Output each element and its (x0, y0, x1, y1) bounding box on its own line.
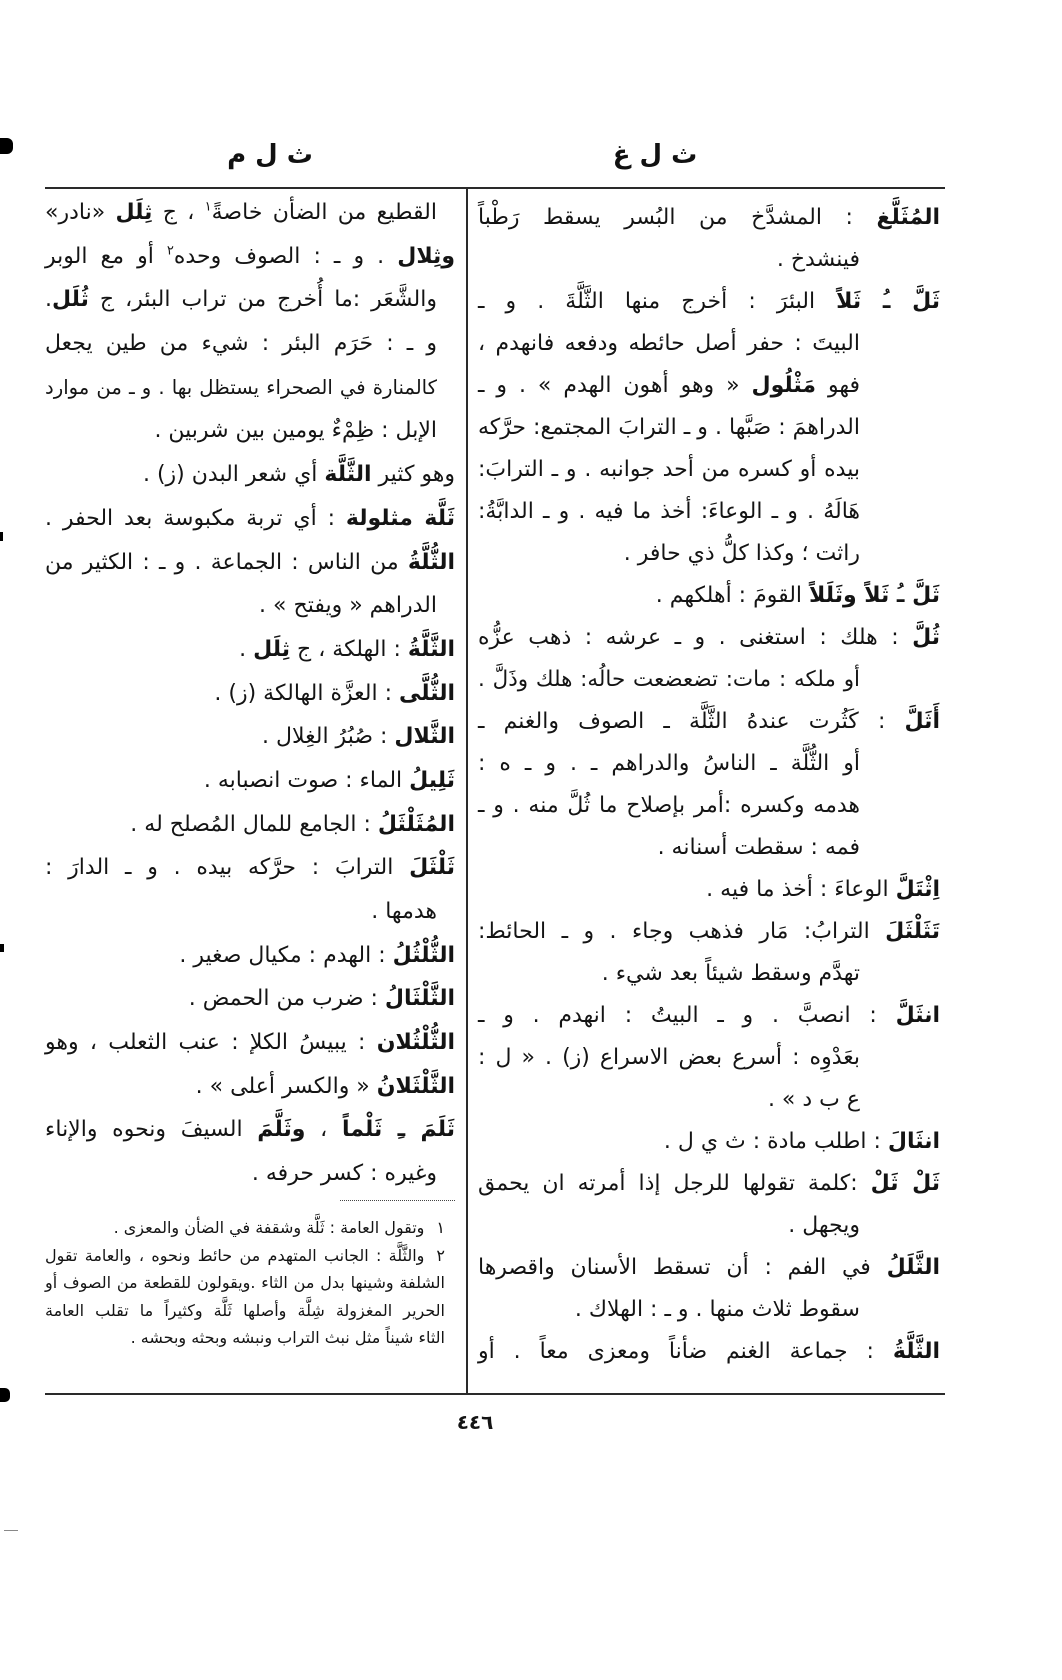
left-column-line (45, 322, 455, 366)
footnote-line (45, 1297, 445, 1325)
right-column-line (478, 323, 940, 365)
line-text (478, 617, 940, 659)
bottom-rule (45, 1393, 945, 1395)
entry-text: الترابَ : حرَّكه بيده . و ـ الدارَ : (45, 855, 410, 881)
footnote-marker: ٢ (166, 243, 174, 259)
right-column-line (478, 1331, 940, 1373)
line-text (478, 281, 940, 323)
scan-mark (0, 944, 4, 952)
line-text (143, 453, 455, 497)
right-column-line (478, 239, 940, 281)
footnote-text: الشلفة وشينها بدل من الثاء .ويقولون للقطعة من الصوف أو (45, 1273, 445, 1292)
scan-mark (0, 138, 13, 154)
line-text (214, 672, 455, 716)
entry-text: بيده أو كسره من أحد جوانبه . و ـ الترابَ: (478, 457, 860, 482)
right-column-line (478, 995, 940, 1037)
left-column-line (45, 977, 455, 1021)
line-text (252, 1152, 437, 1196)
entry-text: : ضرب من الحمض . (188, 986, 385, 1012)
entry-text: : أي تربة مكبوسة بعد الحفر . (45, 505, 346, 531)
entry-text: : اطلب مادة : ث ي ل . (663, 1129, 888, 1154)
line-text (656, 575, 940, 617)
line-text (788, 1205, 860, 1247)
line-text (259, 584, 437, 628)
footnote-number: ٢ (436, 1245, 445, 1265)
line-text (478, 1331, 940, 1373)
headword: المُثَلْثَلُ (377, 811, 455, 837)
headword: ثُلَّ (912, 625, 940, 650)
right-column-line (478, 449, 940, 491)
entry-text: وهو كثير (371, 462, 455, 488)
scan-mark (4, 1530, 18, 1531)
right-column-line (478, 365, 940, 407)
left-column-line (45, 366, 455, 410)
footnotes (45, 1214, 445, 1352)
entry-text: : الجامع للمال المُصلح له . (130, 811, 378, 837)
line-text (602, 953, 860, 995)
entry-text: القومَ : أهلكهم . (655, 583, 810, 608)
line-text (45, 497, 455, 541)
entry-text: فمه : سقطت أسنانه . (657, 835, 860, 860)
headword: أَثَلَّ (904, 709, 940, 734)
headword: الثَّلْثَلانُ (376, 1073, 455, 1099)
line-text (624, 533, 860, 575)
entry-text: و ـ : حَرَم البئر : شيء من طين يجعل (45, 331, 437, 357)
entry-text: سقوط ثلاث منها . و ـ : الهلاك . (574, 1297, 860, 1322)
line-text (478, 911, 940, 953)
entry-text: راثت ؛ وكذا كلُّ ذي حافر . (623, 541, 860, 566)
line-text (478, 743, 860, 785)
headword: الثَّلَلُ (886, 1255, 940, 1280)
entry-text: أو ملكه : مات: تضعضعت حالُه: هلك وذَلَّ . (478, 667, 860, 692)
right-column-line (478, 1289, 940, 1331)
line-text (45, 541, 455, 585)
headword: انثَلَّ (895, 1003, 940, 1028)
left-column-line (45, 715, 455, 759)
line-text (154, 409, 437, 453)
headword: الثَّلال (394, 724, 455, 750)
right-column (478, 197, 940, 1373)
entry-text: كالمنارة في الصحراء يستظل بها . و ـ من موارد (45, 375, 437, 399)
left-column-line (45, 759, 455, 803)
entry-text: : انصبَّ . و ـ البيتُ : انهدم . و ـ (478, 1003, 896, 1028)
entry-text: « وهو أهون الهدم » . و ـ (478, 373, 752, 398)
entry-text: فينشدخ . (776, 247, 860, 272)
left-column-root-header: ث ل م (227, 140, 313, 170)
right-column-line (478, 827, 940, 869)
right-column-root-header: ث ل غ (612, 140, 698, 170)
entry-text: الإبل : ظِمْءٌ يومين بين شربين . (154, 418, 437, 444)
left-column-line (45, 890, 455, 934)
right-column-line (478, 911, 940, 953)
top-rule (45, 187, 945, 189)
entry-text: : المشدَّخ من البُسر يسقط رَطْباً (478, 205, 877, 230)
footnote-text: وتقول العامة : ثَلَّة وشقفة في الضأن والمعزى . (113, 1218, 425, 1237)
entry-text: : جماعة الغنم ضأناً ومعزى معاً . أو (478, 1339, 893, 1364)
footnote-line (45, 1214, 445, 1242)
headword: ثَلَّة مثلولة (345, 505, 455, 531)
right-column-line (478, 1247, 940, 1289)
headword: ثُلَل (52, 287, 89, 313)
line-text (478, 323, 860, 365)
headword: ثَلَّ ـُ ثَلاً (836, 289, 940, 314)
line-text (45, 1108, 455, 1152)
line-text (478, 1247, 940, 1289)
headword: انثَالَ (887, 1129, 940, 1154)
line-text (768, 1079, 860, 1121)
line-text (706, 869, 940, 911)
line-text (478, 197, 940, 239)
line-text (575, 1289, 860, 1331)
left-column-line (45, 541, 455, 585)
right-column-line (478, 533, 940, 575)
line-text (478, 701, 940, 743)
line-text (478, 659, 860, 701)
right-column-line (478, 1079, 940, 1121)
line-text (45, 1021, 455, 1065)
footnote-text: الثاء شيناً مثل نبث التراب ونبشه وبحثه وبحشه . (130, 1328, 445, 1347)
headword: ثَلَمَ ـِ ثَلْماً (341, 1117, 455, 1143)
right-column-line (478, 281, 940, 323)
headword: مَثْلُول (751, 373, 817, 398)
scan-mark (0, 1388, 10, 1402)
entry-text: «نادر» (45, 200, 116, 225)
headword: اِثْتَلَّ (895, 877, 940, 902)
entry-text: في الفم : أن تسقط الأسنان واقصرها (478, 1255, 887, 1280)
entry-text: أو الثُّلَّة ـ الناسُ والدراهم ـ . و ـ ه : (478, 751, 860, 776)
line-text (179, 934, 455, 978)
footnote-text: الحرير المغزولة شِلَّة وأصلها ثَلَّة وكثيراً ما تقلب العامة (45, 1300, 445, 1320)
line-text (478, 785, 860, 827)
entry-text: والشَّعَر :ما أُخرج من تراب البئر، ج (88, 287, 437, 313)
entry-text: . (45, 287, 52, 313)
headword: الثَّلَّةُ (407, 636, 455, 662)
entry-text: من الناس : الجماعة . و ـ : الكثير من (45, 549, 408, 575)
headword: الثُّلَّى (398, 680, 455, 706)
entry-text: : صُبُرُ الغِلال . (262, 724, 395, 750)
line-text (478, 365, 860, 407)
line-text (114, 1214, 445, 1242)
right-column-line (478, 197, 940, 239)
left-column-line (45, 278, 455, 322)
line-text (478, 1037, 860, 1079)
footnote-separator (340, 1200, 455, 1201)
entry-text: : العزَّة الهالكة (ز) . (214, 680, 399, 706)
right-column-line (478, 575, 940, 617)
headword: وثِلال (397, 243, 455, 269)
headword: الثَّلَّةُ (892, 1339, 940, 1364)
line-text (239, 628, 455, 672)
headword: الثَّلَّة (324, 462, 372, 488)
right-column-line (478, 1037, 940, 1079)
headword: ثَلْثَلَ (409, 855, 455, 881)
left-column-line (45, 497, 455, 541)
line-text (45, 1297, 445, 1325)
right-column-line (478, 617, 940, 659)
left-column-line (45, 453, 455, 497)
line-text (196, 1065, 455, 1109)
right-column-line (478, 869, 940, 911)
entry-text: الوعاءَ : أخذ ما فيه . (706, 877, 896, 902)
entry-text: . و ـ : الصوف وحده (173, 243, 398, 269)
entry-text: أو مع الوبر (44, 243, 167, 269)
entry-text: تهدَّم وسقط شيئاً بعد شيء . (601, 961, 860, 986)
line-text (478, 449, 860, 491)
right-column-line (478, 785, 940, 827)
left-column-line (45, 934, 455, 978)
entry-text: الترابُ: مَار فذهب وجاء . و ـ الحائط: (478, 919, 886, 944)
headword: الثُّلْثُلُ (392, 942, 455, 968)
line-text (45, 191, 437, 235)
line-text (478, 995, 940, 1037)
entry-text: :كلمة تقولها للرجل إذا أمرته ان يحمق (478, 1171, 871, 1196)
entry-text: ، ج (152, 200, 205, 225)
line-text (130, 803, 455, 847)
right-column-line (478, 1205, 940, 1247)
left-column-line (45, 672, 455, 716)
headword: المُثَلَّغ (876, 205, 940, 230)
left-column-line (45, 803, 455, 847)
footnote-text: والثَّلَّة : الجانب المتهدم من حائط ونحوه ، والعامة تقول (45, 1245, 425, 1265)
left-column-line (45, 1108, 455, 1152)
line-text (204, 759, 455, 803)
entry-text: السيفَ ونحوه والإناء (45, 1117, 258, 1143)
footnote-line (45, 1269, 445, 1297)
entry-text: البيتَ : حفر أصل حائطه ودفعه فانهدم ، (478, 331, 860, 356)
line-text (478, 407, 860, 449)
headword: الثُّلْثُلان (376, 1030, 455, 1056)
left-column-line (45, 846, 455, 890)
right-column-line (478, 1121, 940, 1163)
line-text (45, 1242, 445, 1270)
headword: ثَلَّ ـُ ثَلاً وثَلَلاً (809, 583, 940, 608)
footnote-marker: ١ (204, 199, 212, 215)
line-text (189, 977, 455, 1021)
entry-text: : الهدم : مكيال صغير . (179, 942, 393, 968)
right-column-line (478, 701, 940, 743)
right-column-line (478, 953, 940, 995)
line-text (45, 366, 437, 410)
entry-text: « والكسر أعلى » . (195, 1073, 377, 1099)
headword: الثُّلَّةُ (407, 549, 455, 575)
line-text (478, 1163, 940, 1205)
line-text (478, 491, 860, 533)
entry-text: الدراهم « ويفتح » . (259, 593, 437, 619)
left-column-line (45, 409, 455, 453)
headword: تَثَلْثَلَ (885, 919, 940, 944)
entry-text: هَالَهُ . و ـ الوعاءَ: أخذ ما فيه . و ـ الدابَّةُ: (478, 499, 860, 524)
headword: ثَلِيلُ (409, 767, 455, 793)
entry-text: ويجهل . (788, 1213, 860, 1238)
line-text (45, 846, 455, 890)
column-divider (466, 188, 468, 1393)
entry-text: الماء : صوت انصبابه . (203, 767, 410, 793)
left-column-line (45, 1152, 455, 1196)
entry-text: البئرَ : أخرج منها الثَّلَّةَ . و ـ (478, 289, 837, 314)
right-column-line (478, 743, 940, 785)
entry-text: : الهلكة ، ج (290, 636, 408, 662)
line-text (131, 1324, 445, 1352)
footnote-line (45, 1242, 445, 1270)
entry-text: : كَثُرت عندهُ الثَّلَّة ـ الصوف والغنم ـ (478, 709, 905, 734)
headword: الثَّلْثَالُ (384, 986, 455, 1012)
page-number: ٤٤٦ (456, 1410, 494, 1434)
entry-text: القطيع من الضأن خاصةً (211, 200, 437, 225)
right-column-line (478, 1163, 940, 1205)
right-column-line (478, 659, 940, 701)
entry-text: . (239, 636, 254, 662)
entry-text: هدمها . (371, 899, 437, 924)
line-text (664, 1121, 940, 1163)
left-column-line (45, 1021, 455, 1065)
entry-text: الدراهمَ : صَبَّها . و ـ الترابَ المجتمع: حرَّكه (478, 415, 860, 440)
line-text (262, 715, 455, 759)
headword: ثِلَل (253, 636, 291, 662)
line-text (777, 239, 860, 281)
left-column-line (45, 235, 455, 279)
footnote-line (45, 1324, 445, 1352)
headword: وثَلَّمَ (257, 1117, 306, 1143)
left-column-line (45, 584, 455, 628)
right-column-line (478, 407, 940, 449)
entry-text: ، (305, 1117, 342, 1143)
left-column-line (45, 628, 455, 672)
left-column (45, 191, 455, 1196)
entry-text: فهو (816, 373, 860, 398)
right-column-line (478, 491, 940, 533)
entry-text: هدمه وكسره :أمر بإصلاح ما ثُلَّ منه . و ـ (478, 793, 860, 818)
headword: ثَلْ ثَلْ (870, 1171, 940, 1196)
entry-text: : يبيسُ الكلإ : عنب الثعلب ، وهو (45, 1030, 377, 1056)
line-text (45, 278, 437, 322)
line-text (371, 890, 437, 934)
line-text (45, 235, 455, 279)
left-column-line (45, 191, 455, 235)
entry-text: أي شعر البدن (ز) . (142, 462, 325, 488)
line-text (658, 827, 860, 869)
left-column-line (45, 1065, 455, 1109)
scan-mark (0, 532, 3, 541)
footnote-number: ١ (436, 1218, 445, 1237)
entry-text: وغيره : كسر حرفه . (251, 1161, 437, 1187)
entry-text: بعَدْوِه : أسرع بعض الاسراع (ز) . « ل : (478, 1045, 860, 1070)
entry-text: ع ب د » . (767, 1087, 860, 1112)
line-text (45, 1269, 445, 1297)
headword: ثِلَل (115, 200, 153, 225)
line-text (45, 322, 437, 366)
entry-text: : هلك : استغنى . و ـ عرشه : ذهب عزُّه (478, 625, 913, 650)
